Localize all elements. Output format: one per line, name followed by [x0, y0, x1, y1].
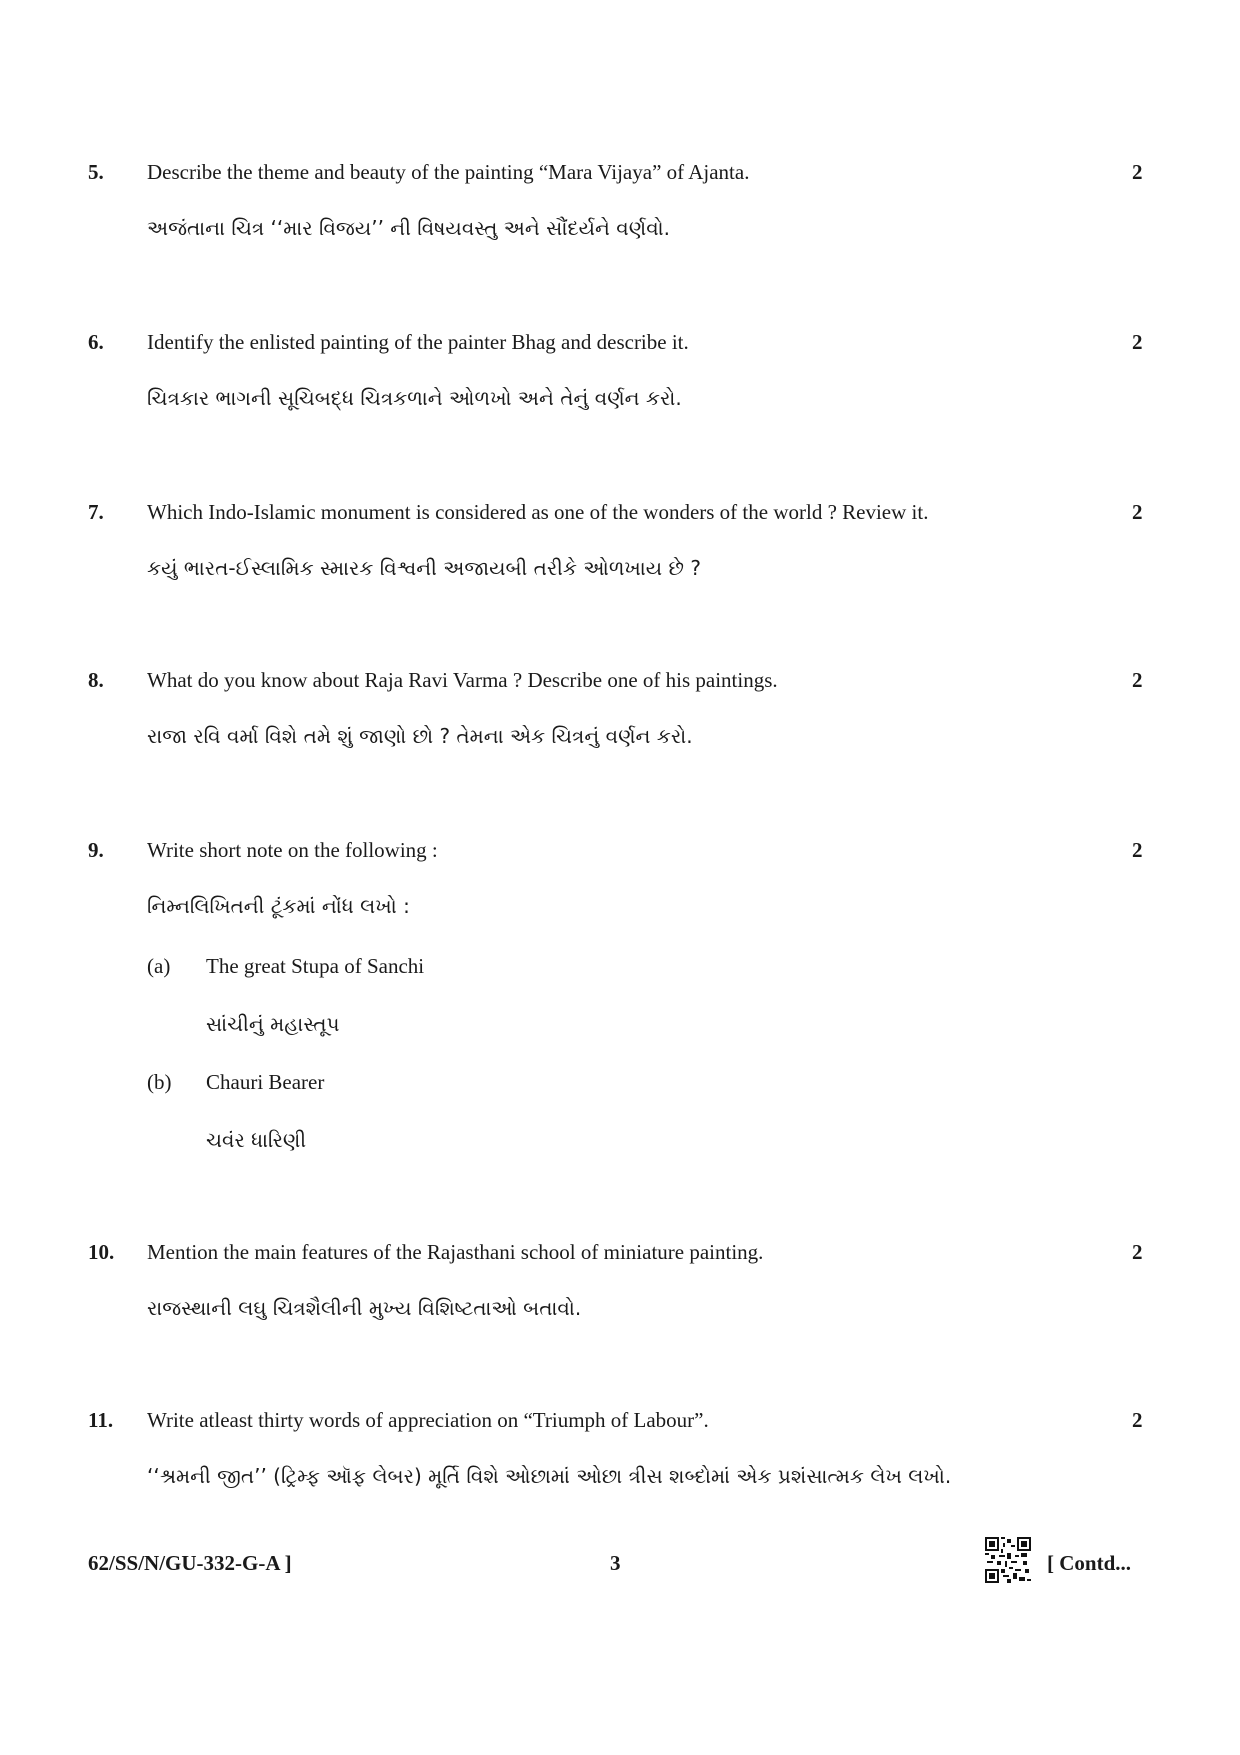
page-number: 3 [610, 1551, 621, 1575]
subpart-text-en: The great Stupa of Sanchi [206, 954, 425, 978]
subpart-label: (b) [147, 1070, 172, 1094]
question-number: 9. [88, 838, 104, 862]
question-text-en: Mention the main features of the Rajasthani school of miniature painting. [147, 1240, 764, 1264]
question-number: 11. [88, 1408, 114, 1432]
question-text-en: Describe the theme and beauty of the painting “Mara Vijaya” of Ajanta. [147, 160, 750, 184]
subpart-text-gu: સાંચીનું મહાસ્તૂપ [206, 1012, 340, 1036]
question-text-gu: કયું ભારત-ઈસ્લામિક સ્મારક વિશ્વની અજાયબી તરીકે ઓળખાય છે ? [147, 556, 701, 580]
question-marks: 2 [1132, 668, 1143, 692]
question-text-gu: રાજા રવિ વર્મા વિશે તમે શું જાણો છો ? તેમના એક ચિત્રનું વર્ણન કરો. [147, 724, 693, 748]
question-number: 8. [88, 668, 104, 692]
question-marks: 2 [1132, 160, 1143, 184]
subpart-text-en: Chauri Bearer [206, 1070, 325, 1094]
question-number: 6. [88, 330, 104, 354]
question-text-gu: નિમ્નલિખિતની ટૂંકમાં નોંધ લખો : [147, 894, 410, 918]
paper-code: 62/SS/N/GU-332-G-A ] [88, 1551, 292, 1575]
question-number: 5. [88, 160, 104, 184]
question-text-en: Which Indo-Islamic monument is considered as one of the wonders of the world ? Review it. [147, 500, 929, 524]
question-text-en: What do you know about Raja Ravi Varma ? Describe one of his paintings. [147, 668, 778, 692]
question-text-en: Identify the enlisted painting of the painter Bhag and describe it. [147, 330, 689, 354]
question-text-en: Write short note on the following : [147, 838, 438, 862]
question-text-en: Write atleast thirty words of appreciation on “Triumph of Labour”. [147, 1408, 709, 1432]
subpart-label: (a) [147, 954, 171, 978]
continued-label: [ Contd... [1047, 1551, 1132, 1575]
question-marks: 2 [1132, 1408, 1143, 1432]
question-marks: 2 [1132, 1240, 1143, 1264]
question-marks: 2 [1132, 330, 1143, 354]
question-number: 7. [88, 500, 104, 524]
question-text-gu: અજંતાના ચિત્ર ‘‘માર વિજય’’ ની વિષયવસ્તુ અને સૌંદર્યને વર્ણવો. [147, 216, 671, 240]
qr-code-icon [985, 1537, 1031, 1583]
question-marks: 2 [1132, 838, 1143, 862]
question-text-gu: રાજસ્થાની લઘુ ચિત્રશૈલીની મુખ્ય વિશિષ્ટતાઓ બતાવો. [147, 1296, 582, 1320]
question-number: 10. [88, 1240, 115, 1264]
question-text-gu: ‘‘શ્રમની જીત’’ (ટ્રિમ્ફ ઑફ લેબર) મૂર્તિ વિશે ઓછામાં ઓછા ત્રીસ શબ્દોમાં એક પ્રશંસાત્મક લેખ લખો. [147, 1464, 952, 1488]
question-marks: 2 [1132, 500, 1143, 524]
subpart-text-gu: ચવંર ધારિણી [206, 1128, 307, 1152]
question-text-gu: ચિત્રકાર ભાગની સૂચિબદ્ધ ચિત્રકળાને ઓળખો અને તેનું વર્ણન કરો. [147, 386, 682, 410]
